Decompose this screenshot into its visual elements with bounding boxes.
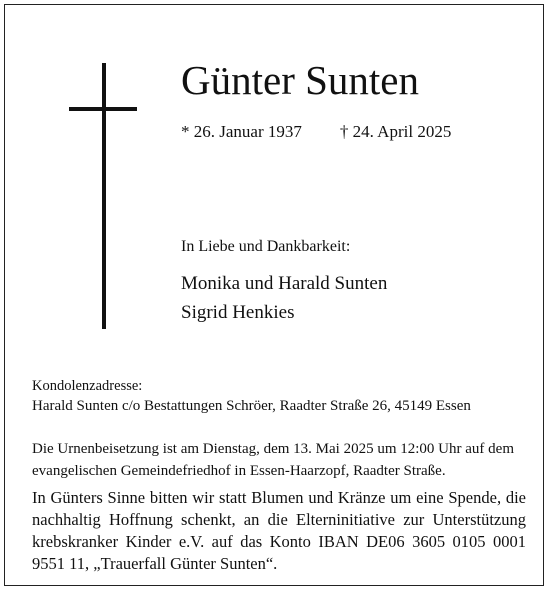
life-dates [181,121,451,143]
obituary-notice [4,4,544,586]
burial-information: Die Urnenbeisetzung ist am Dienstag, dem 13. Mai 2025 um 12:00 Uhr auf dem evangelischen Gemeindefriedhof in Essen-Haarzopf, Raadter Straße. [32,441,514,479]
death-date: † 24. April 2025 [339,122,452,141]
deceased-name: Günter Sunten [181,57,419,103]
donation-request: In Günters Sinne bitten wir statt Blumen und Kränze um eine Spende, die nachhaltig Hoffnung schenkt, an die Elterninitiative zur Unterstützung krebskranker Kinder e.V. auf das Konto IBAN DE06 3605 0105 0001 9551 11, „Trauerfall Günter Sunten“. [32,488,526,573]
condolence-address: Harald Sunten c/o Bestattungen Schröer, Raadter Straße 26, 45149 Essen [32,398,471,414]
dedication-intro: In Liebe und Dankbarkeit: [181,238,351,255]
mourner-line: Monika und Harald Sunten [181,273,388,294]
condolence-label: Kondolenzadresse: [32,378,143,394]
mourner-line: Sigrid Henkies [181,302,295,323]
mourners-list [181,269,387,327]
cross-icon-horizontal-bar [69,107,137,111]
birth-date: * 26. Januar 1937 [181,122,302,141]
cross-icon-vertical-bar [102,63,106,329]
